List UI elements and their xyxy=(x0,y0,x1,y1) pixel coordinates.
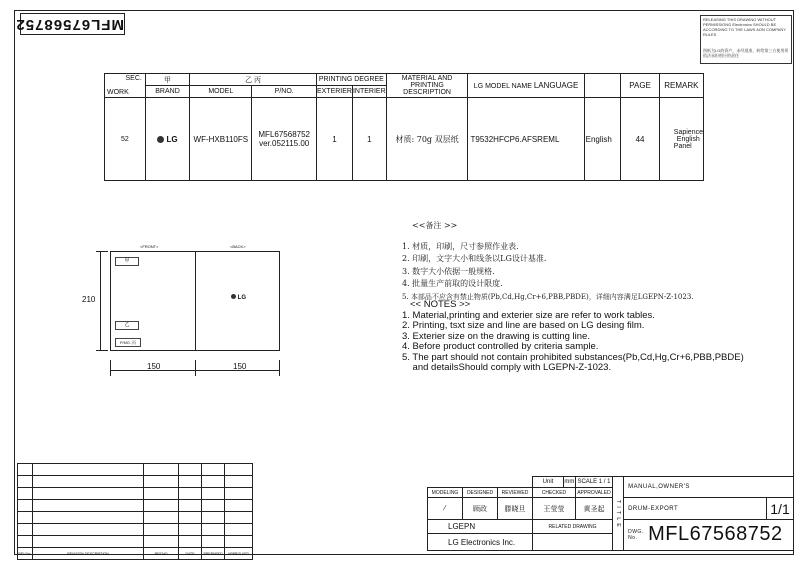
tb-related-blank xyxy=(533,534,613,551)
h-brand: BRAND xyxy=(145,86,189,98)
notes-cn-item: 1. 材质，印刷，尺寸参照作业表. xyxy=(402,241,519,251)
tb-scale: SCALE xyxy=(577,478,598,485)
h-model: MODEL xyxy=(190,86,252,98)
tb-reviewed: REVIEWED xyxy=(498,487,533,498)
tb-company-name: LG Electronics Inc. xyxy=(428,534,533,551)
mirrored-part-number: MFL67568752 xyxy=(20,13,125,35)
h-blank xyxy=(584,74,621,98)
tb-modeling: MODELING xyxy=(428,487,463,498)
h-jia: 甲 xyxy=(145,74,189,86)
h-language: LANGUAGE xyxy=(533,81,579,90)
front-box-yi: 乙 xyxy=(115,321,139,330)
width-dim-tick xyxy=(195,360,196,376)
spec-table xyxy=(104,73,704,181)
tb-unit: Unit xyxy=(533,477,564,488)
work-number: 52 xyxy=(105,98,146,181)
h-remark: REMARK xyxy=(659,74,703,98)
sec-work-cell xyxy=(105,74,146,98)
tb-mm: mm xyxy=(564,477,576,488)
remark-line2: English Panel xyxy=(673,135,700,150)
h-pno: P/NO. xyxy=(252,86,317,98)
h-page: PAGE xyxy=(621,74,659,98)
front-box-pno: P/NO. 丙 xyxy=(115,338,141,347)
tb-checker: 王莹莹 xyxy=(533,498,576,519)
warning-box xyxy=(700,15,792,64)
h-lgmodel-language xyxy=(468,74,584,98)
title-block xyxy=(427,476,794,551)
tb-modeling-sign: ⁄ xyxy=(428,498,463,519)
notes-cn-item: 2. 印刷，文字大小和线条以LG设计基准. xyxy=(402,254,547,263)
height-dim-tick xyxy=(96,251,108,252)
notes-en-item: 2. Printing, tsxt size and line are based on LG desing film. xyxy=(402,320,645,331)
release-warning-cn: 图纸为LG的资产，未经批准，转给第三方使用须依法承担相应的责任 xyxy=(703,48,789,58)
tb-sheet: 1/1 xyxy=(767,498,794,519)
tb-checked: CHECKED xyxy=(533,487,576,498)
language: English xyxy=(584,98,621,181)
part-number xyxy=(252,98,317,181)
tb-reviewer: 滕晓旦 xyxy=(498,498,533,519)
rev-ref-header: REF.NO xyxy=(144,548,179,560)
remark-line1: Sapience xyxy=(673,128,703,136)
h-lgmodel: LG MODEL NAME xyxy=(473,83,532,90)
notes-en-item: 3. Exterier size on the drawing is cutting line. xyxy=(402,330,590,342)
h-sec: SEC. xyxy=(125,75,142,82)
height-dim: 210 xyxy=(82,295,96,304)
rev-desc-header: REVISION DESCRIPTION xyxy=(33,548,144,560)
notes-en xyxy=(402,300,744,374)
tb-approver: 黄圣起 xyxy=(575,498,612,519)
page-count: 44 xyxy=(621,98,659,181)
notes-en-item: and detailsShould comply with LGEPN-Z-1023. xyxy=(402,362,612,373)
pno-line1: MFL67568752 xyxy=(258,130,310,139)
tb-title-line1: MANUAL,OWNER'S xyxy=(624,477,794,498)
front-box-jia: 甲 xyxy=(115,257,139,266)
back-logo-text: LG xyxy=(237,295,247,301)
back-label: <BACK> xyxy=(230,244,246,249)
tb-approved: APPROVALED xyxy=(575,487,612,498)
tb-dwg-no-label: DWG. No. xyxy=(628,529,644,542)
tb-dwg-no: MFL67568752 xyxy=(648,523,783,546)
pno-line2: ver.052115.00 xyxy=(259,139,310,148)
revision-table xyxy=(17,463,253,560)
rev-prepared-header: PREPARED xyxy=(202,548,225,560)
width-front-dim: 150 xyxy=(147,362,161,371)
h-yibing: 乙 丙 xyxy=(190,74,317,86)
back-logo xyxy=(231,294,246,301)
width-back-dim: 150 xyxy=(233,362,247,371)
h-work: WORK xyxy=(107,89,129,96)
fold-line xyxy=(195,252,196,350)
tb-dwg-no-cell xyxy=(624,519,794,550)
tb-related-drawing: RELATED DRAWING xyxy=(533,519,613,533)
rev-approved-header: APPROLVED xyxy=(225,548,253,560)
rev-date-header: DATE xyxy=(179,548,202,560)
brand-logo-text: LG xyxy=(166,134,178,144)
notes-en-item: 4. Before product controlled by criteria sample. xyxy=(402,341,599,352)
rev-no-header: REV.No. xyxy=(18,548,33,560)
lg-logo-icon xyxy=(231,294,236,299)
tb-company-code: LGEPN xyxy=(428,519,533,533)
release-warning-en: RELEASING THIS DRAWING WITHOUT PERMISSIONG Electronics SHOULD BE ACCORDING TO THE LAWS AON COMPANY RULES xyxy=(703,17,786,37)
tb-scale-cell xyxy=(575,477,612,488)
lg-logo-icon xyxy=(157,136,164,143)
height-dim-tick xyxy=(96,350,108,351)
width-dim-tick xyxy=(279,360,280,376)
notes-cn xyxy=(402,220,694,303)
notes-cn-item: 3. 数字大小依据一般规格. xyxy=(402,266,495,276)
booklet-outline xyxy=(110,251,280,351)
notes-cn-item: 4. 批量生产前取的设计限度. xyxy=(402,279,503,288)
material-desc: 材质: 70g 双层纸 xyxy=(386,98,468,181)
lg-model-name: T9532HFCP6.AFSREML xyxy=(468,98,584,181)
interior-degree: 1 xyxy=(352,98,386,181)
front-label: <FRONT> xyxy=(140,244,159,249)
notes-en-item: 1. Material,printing and exterier size are refer to work tables. xyxy=(402,309,655,321)
tb-title-line2: DRUM-EXPORT xyxy=(624,498,767,519)
exterior-degree: 1 xyxy=(316,98,352,181)
notes-cn-item: 5. 本部品不应含有禁止物质(Pb,Cd,Hg,Cr+6,PBB,PBDE)，详细内容满足LGEPN-Z-1023. xyxy=(402,292,694,301)
tb-title-vertical: T I T L E xyxy=(613,477,624,551)
brand-logo xyxy=(145,98,189,181)
h-interior: INTERIER xyxy=(352,86,386,98)
remark xyxy=(659,98,703,181)
tb-designer: 顾政 xyxy=(463,498,498,519)
height-dim-line xyxy=(100,251,101,351)
h-printing-degree: PRINTING DEGREE xyxy=(316,74,386,86)
notes-en-item: 5. The part should not contain prohibited substances(Pb,Cd,Hg,Cr+6,PBB,PBDE) xyxy=(402,351,744,363)
width-dim-tick xyxy=(110,360,111,376)
h-exterior: EXTERIER xyxy=(316,86,352,98)
model-name: WF-HXB110FS xyxy=(190,98,252,181)
h-material: MATERIAL AND PRINTING DESCRIPTION xyxy=(386,74,468,98)
notes-cn-title: <<备注 >> xyxy=(412,221,458,230)
notes-en-title: << NOTES >> xyxy=(410,299,471,310)
tb-designed: DESIGNED xyxy=(463,487,498,498)
tb-scale-value: 1 / 1 xyxy=(598,478,611,485)
